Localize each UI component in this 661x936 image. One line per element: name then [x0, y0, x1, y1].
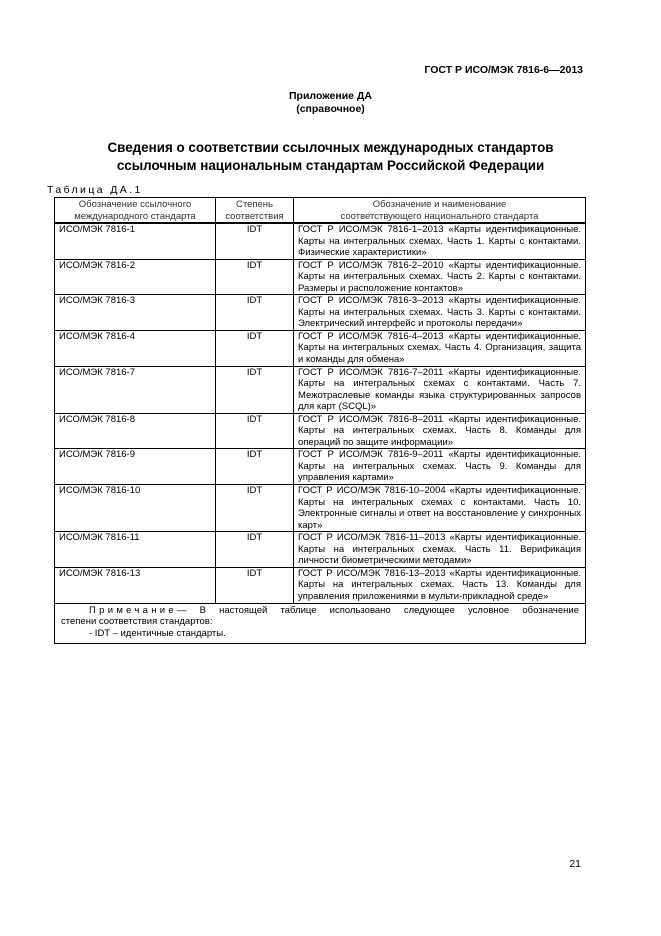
cell-degree: IDT [216, 366, 294, 413]
table-row [55, 485, 586, 532]
cell-designation: ИСО/МЭК 7816-11 [55, 532, 216, 568]
cell-national-standard: ГОСТ Р ИСО/МЭК 7816-8–2011 «Карты идентификационные. Карты на интегральных схемах. Часть 8. Команды для операций по защите информации» [294, 413, 586, 449]
table-caption: Таблица ДА.1 [47, 184, 143, 196]
note-item: - IDT – идентичные стандарты. [89, 627, 226, 639]
cell-designation: ИСО/МЭК 7816-8 [55, 413, 216, 449]
table-row [55, 449, 586, 485]
table-row [55, 295, 586, 331]
cell-national-standard: ГОСТ Р ИСО/МЭК 7816-11–2013 «Карты идентификационные. Карты на интегральных схемах. Часть 11. Верификация личности биометрическими методами» [294, 532, 586, 568]
cell-designation: ИСО/МЭК 7816-7 [55, 366, 216, 413]
document-code: ГОСТ Р ИСО/МЭК 7816-6—2013 [424, 64, 583, 76]
page-number: 21 [569, 858, 581, 870]
column-header-designation [55, 198, 216, 224]
table-row [55, 413, 586, 449]
standards-table [54, 197, 586, 644]
cell-designation: ИСО/МЭК 7816-4 [55, 330, 216, 366]
cell-national-standard: ГОСТ Р ИСО/МЭК 7816-1–2013 «Карты идентификационные. Карты на интегральных схемах. Часть 1. Карты с контактами. Физические характеристики» [294, 223, 586, 259]
table-header-row [55, 198, 586, 224]
cell-degree: IDT [216, 532, 294, 568]
note-label: Примечание [89, 604, 177, 616]
note-line-1 [61, 605, 579, 617]
cell-designation: ИСО/МЭК 7816-2 [55, 259, 216, 295]
cell-national-standard: ГОСТ Р ИСО/МЭК 7816-10–2004 «Карты идентификационные. Карты на интегральных схемах с контактами. Часть 10. Электронные сигналы и ответ на восстановление у синхронных карт» [294, 485, 586, 532]
cell-degree: IDT [216, 449, 294, 485]
column-header-text: соответствующего национального стандарта [340, 210, 539, 222]
table-row [55, 567, 586, 603]
cell-degree: IDT [216, 485, 294, 532]
appendix-heading [0, 90, 661, 116]
cell-degree: IDT [216, 567, 294, 603]
table-row [55, 366, 586, 413]
table-note [55, 603, 586, 644]
cell-designation: ИСО/МЭК 7816-3 [55, 295, 216, 331]
appendix-title: Приложение ДА [289, 90, 372, 102]
cell-national-standard: ГОСТ Р ИСО/МЭК 7816-3–2013 «Карты идентификационные. Карты на интегральных схемах. Часть 3. Карты с контактами. Электрический интерфейс и протоколы передачи» [294, 295, 586, 331]
table-row [55, 223, 586, 259]
note-text-line-2: степени соответствия стандартов: [61, 616, 213, 628]
note-text-line-1: — В настоящей таблице использовано следующее условное обозначение [177, 604, 579, 616]
cell-national-standard: ГОСТ Р ИСО/МЭК 7816-4–2013 «Карты идентификационные. Карты на интегральных схемах. Часть 4. Организация, защита и команды для обмена» [294, 330, 586, 366]
cell-designation: ИСО/МЭК 7816-10 [55, 485, 216, 532]
column-header-text: Обозначение ссылочного [78, 199, 192, 210]
column-header-degree [216, 198, 294, 224]
cell-degree: IDT [216, 223, 294, 259]
cell-degree: IDT [216, 259, 294, 295]
table-note-row [55, 603, 586, 644]
page-title-line-1: Сведения о соответствии ссылочных международных стандартов [107, 140, 554, 155]
cell-national-standard: ГОСТ Р ИСО/МЭК 7816-9–2011 «Карты идентификационные. Карты на интегральных схемах. Часть 9. Команды для управления картами» [294, 449, 586, 485]
column-header-text: соответствия [225, 210, 284, 222]
appendix-subtitle: (справочное) [296, 103, 365, 115]
cell-degree: IDT [216, 295, 294, 331]
cell-designation: ИСО/МЭК 7816-1 [55, 223, 216, 259]
page-title-line-2: ссылочным национальным стандартам Российской Федерации [116, 158, 545, 173]
table-row [55, 330, 586, 366]
cell-designation: ИСО/МЭК 7816-13 [55, 567, 216, 603]
cell-designation: ИСО/МЭК 7816-9 [55, 449, 216, 485]
cell-national-standard: ГОСТ Р ИСО/МЭК 7816-2–2010 «Карты идентификационные. Карты на интегральных схемах. Часть 2. Карты с контактами. Размеры и расположение контактов» [294, 259, 586, 295]
column-header-text: Обозначение и наименование [372, 199, 507, 210]
column-header-text: международного стандарта [74, 210, 196, 222]
cell-degree: IDT [216, 413, 294, 449]
cell-national-standard: ГОСТ Р ИСО/МЭК 7816-13–2013 «Карты идентификационные. Карты на интегральных схемах. Часть 13. Команды для управления приложениями в мульти-прикладной среде» [294, 567, 586, 603]
column-header-national-standard [294, 198, 586, 224]
cell-national-standard: ГОСТ Р ИСО/МЭК 7816-7–2011 «Карты идентификационные. Карты на интегральных схемах с контактами. Часть 7. Межотраслевые команды языка структурированных запросов для карт (SCQL)» [294, 366, 586, 413]
cell-degree: IDT [216, 330, 294, 366]
page-title [0, 139, 661, 175]
column-header-text: Степень [235, 199, 273, 210]
table-row [55, 532, 586, 568]
table-row [55, 259, 586, 295]
